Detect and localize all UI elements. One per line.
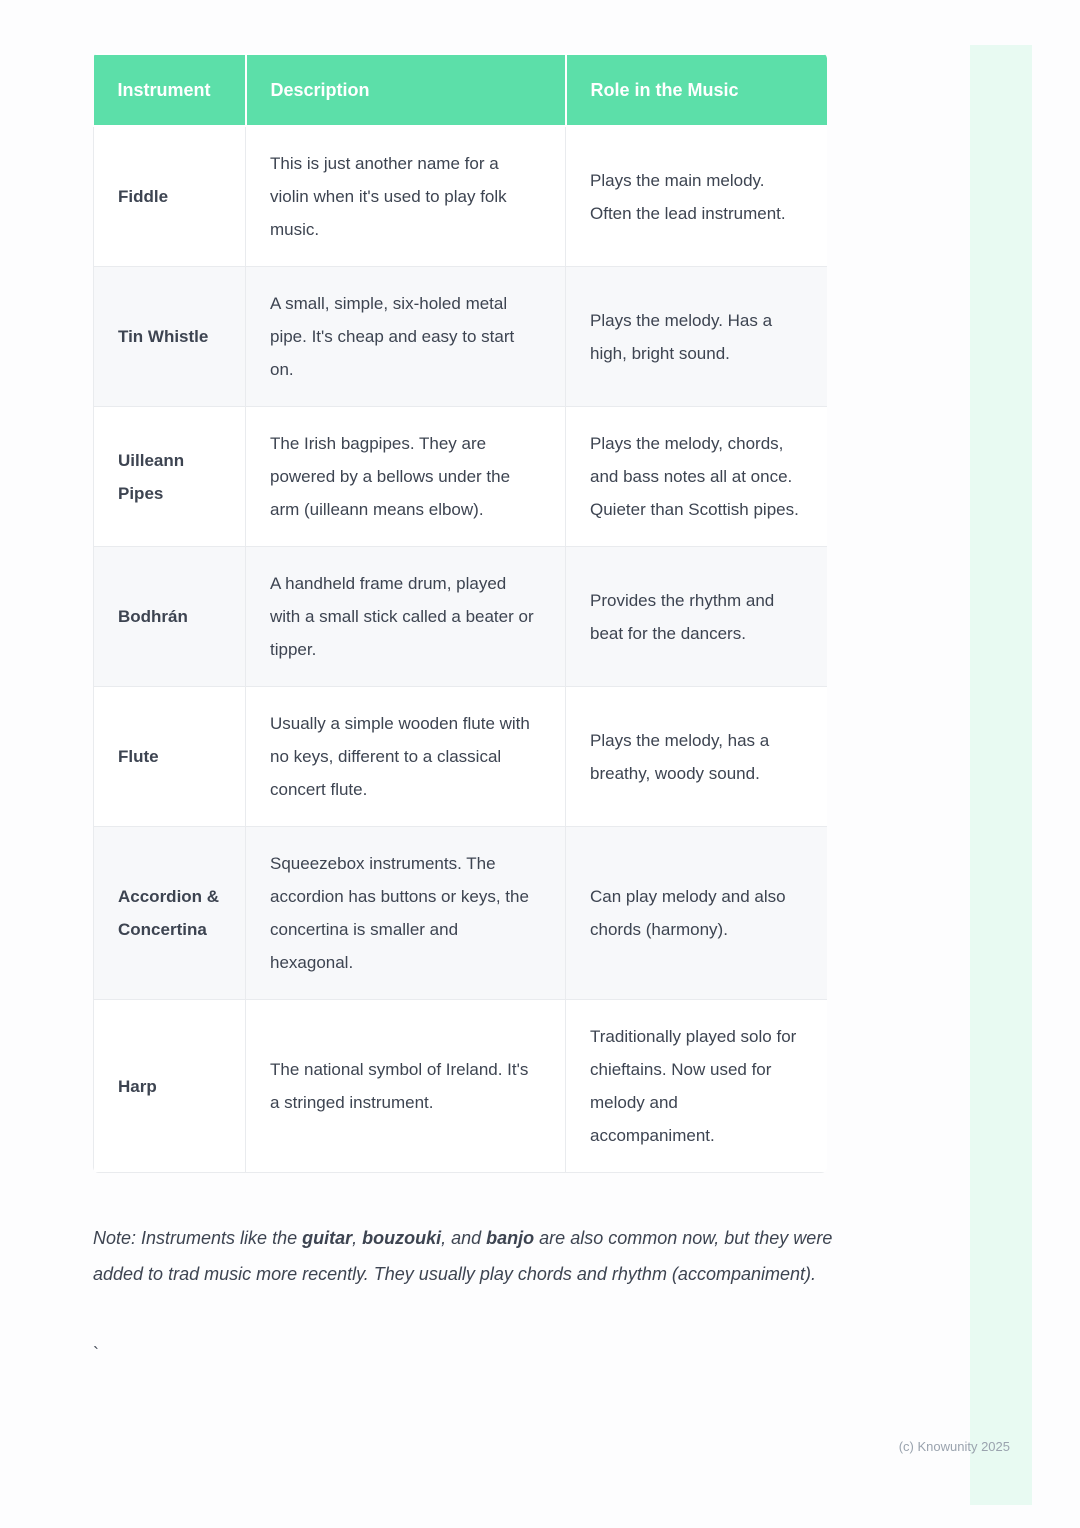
cell-instrument: Accordion & Concertina: [94, 827, 246, 1000]
cell-role: Plays the melody. Has a high, bright sound.: [566, 267, 828, 407]
instruments-table-container: [93, 53, 827, 1173]
cell-instrument: Fiddle: [94, 126, 246, 267]
table-row: [94, 407, 828, 547]
cell-instrument: Bodhrán: [94, 547, 246, 687]
table-row: [94, 827, 828, 1000]
cell-role: Plays the melody, chords, and bass notes all at once. Quieter than Scottish pipes.: [566, 407, 828, 547]
table-header-row: [94, 54, 828, 126]
cell-role: Plays the main melody. Often the lead instrument.: [566, 126, 828, 267]
note-fragment: are also common now, but they were added to trad music more recently. They usually play chords and rhythm (accompaniment).: [93, 1228, 833, 1284]
table-row: [94, 267, 828, 407]
cell-role: Can play melody and also chords (harmony).: [566, 827, 828, 1000]
cell-instrument: Harp: [94, 1000, 246, 1173]
cell-description: The national symbol of Ireland. It's a stringed instrument.: [246, 1000, 566, 1173]
cell-role: Provides the rhythm and beat for the dancers.: [566, 547, 828, 687]
note-text: [93, 1220, 833, 1292]
cell-role: Traditionally played solo for chieftains. Now used for melody and accompaniment.: [566, 1000, 828, 1173]
cell-description: Usually a simple wooden flute with no keys, different to a classical concert flute.: [246, 687, 566, 827]
cell-description: This is just another name for a violin when it's used to play folk music.: [246, 126, 566, 267]
note-fragment: ,: [352, 1228, 363, 1248]
cell-instrument: Tin Whistle: [94, 267, 246, 407]
footer-copyright: (c) Knowunity 2025: [898, 1439, 1010, 1454]
cell-instrument: Uilleann Pipes: [94, 407, 246, 547]
header-role: Role in the Music: [566, 54, 828, 126]
table-row: [94, 687, 828, 827]
note-bold-banjo: banjo: [486, 1228, 535, 1248]
note-fragment: Note: Instruments like the: [93, 1228, 303, 1248]
table-row: [94, 126, 828, 267]
cell-instrument: Flute: [94, 687, 246, 827]
instruments-table: [93, 53, 827, 1173]
decorative-right-stripe: [970, 45, 1032, 1505]
cell-role: Plays the melody, has a breathy, woody sound.: [566, 687, 828, 827]
header-instrument: Instrument: [94, 54, 246, 126]
cell-description: A handheld frame drum, played with a small stick called a beater or tipper.: [246, 547, 566, 687]
cell-description: A small, simple, six-holed metal pipe. It's cheap and easy to start on.: [246, 267, 566, 407]
stray-backtick: `: [93, 1344, 99, 1364]
header-description: Description: [246, 54, 566, 126]
note-fragment: , and: [441, 1228, 487, 1248]
note-bold-bouzouki: bouzouki: [362, 1228, 442, 1248]
cell-description: The Irish bagpipes. They are powered by a bellows under the arm (uilleann means elbow).: [246, 407, 566, 547]
cell-description: Squeezebox instruments. The accordion has buttons or keys, the concertina is smaller and hexagonal.: [246, 827, 566, 1000]
note-bold-guitar: guitar: [302, 1228, 353, 1248]
table-row: [94, 547, 828, 687]
table-row: [94, 1000, 828, 1173]
